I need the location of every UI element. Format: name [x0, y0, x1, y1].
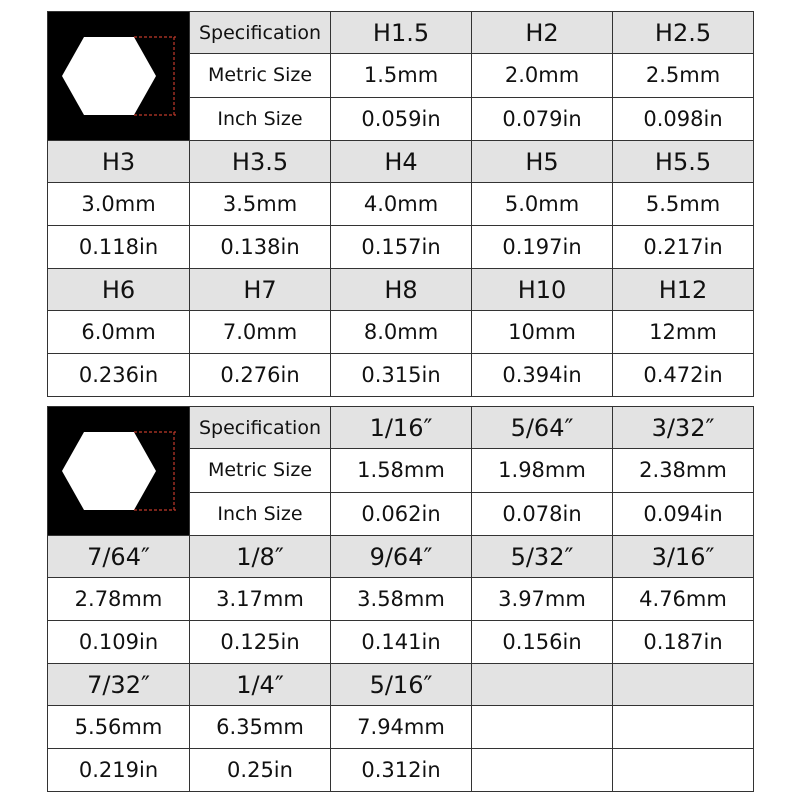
empty-cell	[613, 706, 754, 749]
empty-cell	[472, 749, 613, 792]
inch-cell: 0.219in	[48, 749, 190, 792]
spec-cell: 3/16″	[613, 536, 754, 578]
metric-spec-table	[47, 11, 754, 397]
inch-cell: 0.315in	[331, 354, 472, 397]
metric-cell: 1.98mm	[472, 449, 613, 492]
inch-cell: 0.472in	[613, 354, 754, 397]
metric-cell: 2.0mm	[472, 54, 613, 97]
inch-cell: 0.236in	[48, 354, 190, 397]
empty-cell	[472, 664, 613, 706]
label-metric-size: Metric Size	[190, 449, 331, 492]
inch-cell: 0.059in	[331, 97, 472, 140]
inch-cell: 0.118in	[48, 226, 190, 269]
metric-cell: 2.38mm	[613, 449, 754, 492]
spec-cell: 9/64″	[331, 536, 472, 578]
metric-cell: 5.0mm	[472, 183, 613, 226]
inch-cell: 0.217in	[613, 226, 754, 269]
inch-cell: 0.156in	[472, 621, 613, 664]
spec-cell: 1/8″	[190, 536, 331, 578]
inch-cell: 0.276in	[190, 354, 331, 397]
inch-cell: 0.079in	[472, 97, 613, 140]
label-inch-size: Inch Size	[190, 97, 331, 140]
spec-cell: H2.5	[613, 12, 754, 54]
spec-cell: 3/32″	[613, 407, 754, 449]
label-specification: Specification	[190, 12, 331, 54]
hex-icon-cell	[48, 12, 190, 141]
inch-cell: 0.138in	[190, 226, 331, 269]
inch-cell: 0.098in	[613, 97, 754, 140]
spec-cell: H5.5	[613, 141, 754, 183]
inch-cell: 0.109in	[48, 621, 190, 664]
label-inch-size: Inch Size	[190, 492, 331, 535]
spec-cell: H5	[472, 141, 613, 183]
metric-cell: 5.5mm	[613, 183, 754, 226]
hexagon-icon	[48, 12, 189, 140]
inch-cell: 0.197in	[472, 226, 613, 269]
spec-cell: 7/32″	[48, 664, 190, 706]
metric-cell: 3.0mm	[48, 183, 190, 226]
inch-spec-table	[47, 406, 754, 792]
inch-cell: 0.062in	[331, 492, 472, 535]
spec-cell: 5/64″	[472, 407, 613, 449]
inch-cell: 0.125in	[190, 621, 331, 664]
inch-cell: 0.394in	[472, 354, 613, 397]
inch-cell: 0.312in	[331, 749, 472, 792]
spec-cell: H12	[613, 269, 754, 311]
inch-cell: 0.25in	[190, 749, 331, 792]
metric-cell: 7.94mm	[331, 706, 472, 749]
metric-cell: 6.0mm	[48, 311, 190, 354]
empty-cell	[613, 749, 754, 792]
empty-cell	[613, 664, 754, 706]
inch-cell: 0.078in	[472, 492, 613, 535]
metric-cell: 3.97mm	[472, 578, 613, 621]
metric-cell: 1.58mm	[331, 449, 472, 492]
spec-cell: H4	[331, 141, 472, 183]
metric-cell: 1.5mm	[331, 54, 472, 97]
inch-cell: 0.094in	[613, 492, 754, 535]
inch-cell: 0.187in	[613, 621, 754, 664]
spec-cell: 1/16″	[331, 407, 472, 449]
metric-cell: 3.58mm	[331, 578, 472, 621]
inch-cell: 0.141in	[331, 621, 472, 664]
label-specification: Specification	[190, 407, 331, 449]
metric-cell: 10mm	[472, 311, 613, 354]
metric-cell: 2.5mm	[613, 54, 754, 97]
hexagon-icon	[48, 407, 189, 535]
spec-cell: 1/4″	[190, 664, 331, 706]
metric-cell: 3.5mm	[190, 183, 331, 226]
spec-cell: H3.5	[190, 141, 331, 183]
spec-cell: H6	[48, 269, 190, 311]
metric-cell: 4.76mm	[613, 578, 754, 621]
metric-cell: 2.78mm	[48, 578, 190, 621]
spec-cell: H8	[331, 269, 472, 311]
metric-cell: 5.56mm	[48, 706, 190, 749]
metric-cell: 8.0mm	[331, 311, 472, 354]
spec-cell: H1.5	[331, 12, 472, 54]
empty-cell	[472, 706, 613, 749]
spec-cell: H10	[472, 269, 613, 311]
spec-cell: 7/64″	[48, 536, 190, 578]
inch-cell: 0.157in	[331, 226, 472, 269]
spec-cell: 5/32″	[472, 536, 613, 578]
metric-cell: 3.17mm	[190, 578, 331, 621]
spec-cell: H2	[472, 12, 613, 54]
spec-cell: H3	[48, 141, 190, 183]
spec-cell: 5/16″	[331, 664, 472, 706]
metric-cell: 7.0mm	[190, 311, 331, 354]
metric-cell: 12mm	[613, 311, 754, 354]
hex-icon-cell	[48, 407, 190, 536]
label-metric-size: Metric Size	[190, 54, 331, 97]
metric-cell: 4.0mm	[331, 183, 472, 226]
metric-cell: 6.35mm	[190, 706, 331, 749]
spec-cell: H7	[190, 269, 331, 311]
